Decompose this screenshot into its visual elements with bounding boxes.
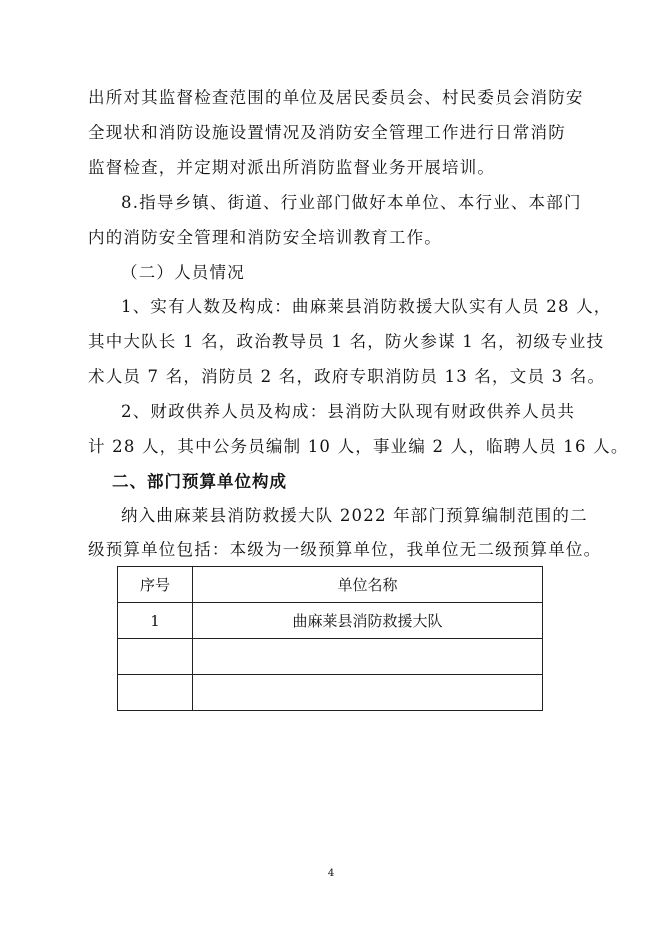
table-cell	[118, 675, 193, 711]
paragraph-line: 计 28 人，其中公务员编制 10 人，事业编 2 人，临聘人员 16 人。	[88, 437, 629, 456]
budget-units-table	[117, 566, 543, 711]
table-header-cell: 单位名称	[193, 567, 543, 603]
paragraph-line: 其中大队长 1 名，政治教导员 1 名，防火参谋 1 名，初级专业技	[88, 332, 605, 351]
table-cell	[193, 675, 543, 711]
paragraph-line: 纳入曲麻莱县消防救援大队 2022 年部门预算编制范围的二	[121, 506, 588, 525]
section-heading: 二、部门预算单位构成	[112, 472, 287, 491]
table-cell: 1	[118, 603, 193, 639]
table-row	[118, 603, 543, 639]
table-header-cell: 序号	[118, 567, 193, 603]
section-subheading: （二）人员情况	[121, 263, 245, 282]
paragraph-line: 1、实有人数及构成：曲麻莱县消防救援大队实有人员 28 人，	[121, 297, 612, 316]
paragraph-line: 全现状和消防设施设置情况及消防安全管理工作进行日常消防	[88, 123, 566, 142]
paragraph-line: 级预算单位包括：本级为一级预算单位，我单位无二级预算单位。	[88, 540, 602, 559]
table-cell	[118, 639, 193, 675]
paragraph-line: 出所对其监督检查范围的单位及居民委员会、村民委员会消防安	[88, 88, 584, 107]
paragraph-line: 监督检查，并定期对派出所消防监督业务开展培训。	[88, 158, 496, 177]
table-header-row	[118, 567, 543, 603]
table-row	[118, 639, 543, 675]
paragraph-line: 术人员 7 名，消防员 2 名，政府专职消防员 13 名，文员 3 名。	[88, 367, 606, 386]
table-row	[118, 675, 543, 711]
page-number: 4	[327, 868, 335, 879]
table-cell	[193, 639, 543, 675]
paragraph-line: 2、财政供养人员及构成：县消防大队现有财政供养人员共	[121, 402, 576, 421]
paragraph-line: 8.指导乡镇、街道、行业部门做好本单位、本行业、本部门	[121, 193, 582, 212]
table-cell: 曲麻莱县消防救援大队	[193, 603, 543, 639]
paragraph-line: 内的消防安全管理和消防安全培训教育工作。	[88, 228, 442, 247]
